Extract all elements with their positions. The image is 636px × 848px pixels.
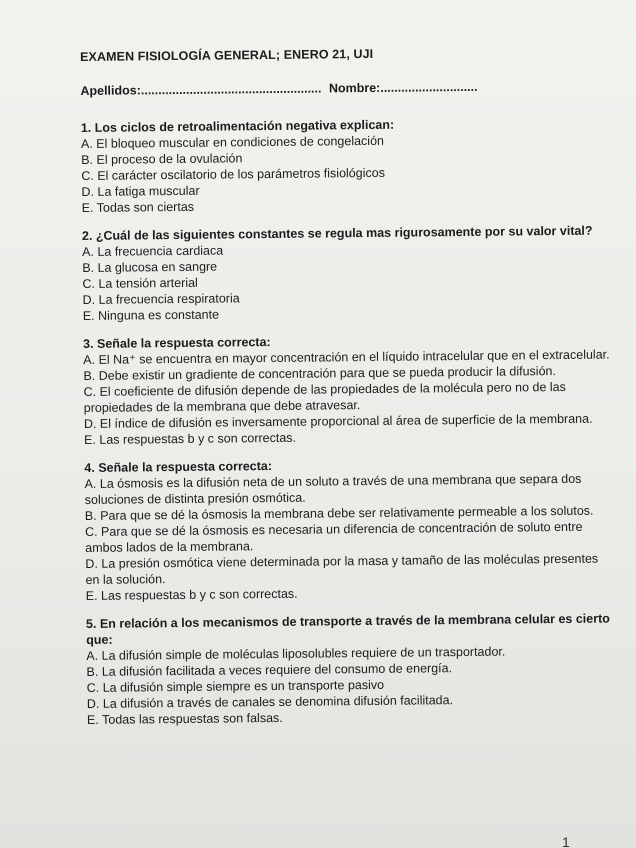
question-text: 3. Señale la respuesta correcta: — [83, 335, 271, 351]
question-list — [81, 114, 617, 728]
apellidos-field: .................................................... — [140, 81, 322, 98]
question-2 — [82, 222, 613, 324]
option-list — [84, 470, 615, 604]
nombre-field: ............................ — [380, 79, 478, 95]
page-number: 1 — [562, 834, 570, 848]
option-e: E. Las respuestas b y c son correctas. — [85, 586, 298, 603]
option-d: D. La fatiga muscular — [81, 183, 200, 199]
question-text: 1. Los ciclos de retroalimentación negativa explican: — [80, 117, 395, 135]
apellidos-label: Apellidos: — [80, 83, 141, 98]
option-d: D. La difusión a través de canales se denomina difusión facilitada. — [86, 693, 454, 711]
option-c: C. El carácter oscilatorio de los parámetros fisiológicos — [81, 165, 385, 183]
question-text: 5. En relación a los mecanismos de transporte a través de la membrana celular es cierto que: — [85, 611, 610, 647]
question-4 — [84, 454, 615, 604]
option-b: B. La glucosa en sangre — [82, 259, 218, 275]
option-c: C. La tensión arterial — [82, 275, 198, 291]
option-b: B. Para que se dé la ósmosis la membrana debe ser relativamente permeable a los solutos. — [84, 503, 594, 523]
option-d: D. La presión osmótica viene determinada por la masa y tamaño de las moléculas presentes en la solución. — [85, 551, 599, 587]
option-e: E. Las respuestas b y c son correctas. — [84, 430, 297, 447]
option-b: B. La difusión facilitada a veces requiere del consumo de energía. — [86, 661, 453, 679]
question-text: 4. Señale la respuesta correcta: — [84, 459, 273, 475]
option-b: B. Debe existir un gradiente de concentración para que se pueda producir la difusión. — [83, 364, 556, 383]
option-list — [81, 130, 612, 216]
option-list — [82, 238, 613, 324]
option-d: D. La frecuencia respiratoria — [82, 291, 240, 307]
option-a: A. La ósmosis es la difusión neta de un soluto a través de una membrana que separa dos soluciones de distinta presión osmótica. — [84, 471, 582, 507]
question-1 — [81, 114, 612, 216]
option-c: C. La difusión simple siempre es un transporte pasivo — [86, 677, 385, 695]
question-3 — [83, 330, 614, 448]
option-list — [83, 346, 614, 448]
option-list — [86, 642, 617, 728]
student-info-row — [80, 78, 610, 98]
option-d: D. El índice de difusión es inversamente proporcional al área de superficie de la membrana. — [83, 411, 593, 431]
option-b: B. El proceso de la ovulación — [81, 151, 243, 167]
option-c: C. Para que se dé la ósmosis es necesaria un diferencia de concentración de soluto entre ambos lados de la membrana. — [84, 519, 583, 555]
option-e: E. Ninguna es constante — [82, 307, 220, 323]
option-a: A. La difusión simple de moléculas liposolubles requiere de un trasportador. — [86, 644, 506, 663]
option-e: E. Todas las respuestas son falsas. — [86, 710, 283, 727]
option-e: E. Todas son ciertas — [81, 199, 195, 215]
question-text: 2. ¿Cuál de las siguientes constantes se regula mas rigurosamente por su valor vital? — [81, 223, 593, 243]
nombre-label: Nombre: — [328, 80, 381, 96]
question-5 — [86, 610, 617, 728]
option-a: A. El Na⁺ se encuentra en mayor concentración en el líquido intracelular que en el extracelular. — [83, 347, 610, 367]
option-a: A. El bloqueo muscular en condiciones de congelación — [80, 133, 385, 151]
exam-title: EXAMEN FISIOLOGÍA GENERAL; ENERO 21, UJI — [80, 46, 374, 64]
option-a: A. La frecuencia cardiaca — [82, 243, 224, 259]
exam-content — [80, 44, 617, 740]
option-c: C. El coeficiente de difusión depende de las propiedades de la molécula pero no de las propiedades de la membrana que debe atravesar. — [83, 379, 566, 415]
